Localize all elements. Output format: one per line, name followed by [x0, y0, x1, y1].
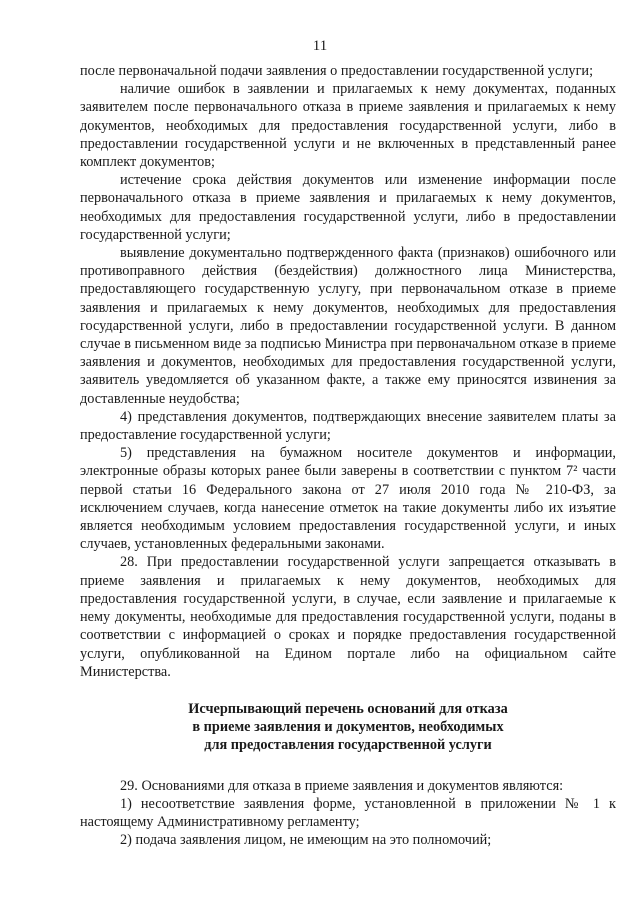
section-heading-line: для предоставления государственной услуги	[204, 737, 492, 754]
paragraph: 29. Основаниями для отказа в приеме заявления и документов являются:	[120, 777, 564, 794]
section-heading-line: Исчерпывающий перечень оснований для отказа	[188, 700, 508, 717]
paragraph: выявление документально подтвержденного факта (признаков) ошибочного или противоправного действия (бездействия) должностного лица Министерства, предоставляющего государственную услугу, при первоначальном отказе в приеме заявления и прилагаемых к нему документов, необходимых для предоставления государственной услуги, либо в предоставлении государственной услуги. В данном случае в письменном виде за подписью Министра при первоначальном отказе в приеме заявления и документов, необходимых для предоставления государственной услуги, заявитель уведомляется об указанном факте, а также ему приносятся извинения за доставленные неудобства;	[80, 245, 616, 407]
paragraph: 2) подача заявления лицом, не имеющим на это полномочий;	[120, 832, 492, 849]
paragraph: после первоначальной подачи заявления о предоставлении государственной услуги;	[80, 63, 594, 79]
paragraph: наличие ошибок в заявлении и прилагаемых к нему документах, поданных заявителем после первоначального отказа в приеме заявления и прилагаемых к нему документов, необходимых для предоставления государственной услуги, либо в предоставлении государственной услуги и не включенных в представленный ранее комплект документов;	[80, 81, 616, 171]
paragraph: 28. При предоставлении государственной услуги запрещается отказывать в приеме заявления и прилагаемых к нему документов, необходимых для предоставления государственной услуги, в случае, если заявление и прилагаемые к нему документы, необходимые для предоставления государственной услуги, поданы в соответствии с информацией о сроках и порядке предоставления государственной услуги, опубликованной на Едином портале либо на официальном сайте Министерства.	[80, 554, 616, 680]
page-number: 11	[312, 38, 328, 54]
paragraph: 1) несоответствие заявления форме, установленной в приложении № 1 к настоящему Административному регламенту;	[80, 795, 616, 830]
section-heading	[80, 700, 616, 755]
paragraph: 4) представления документов, подтверждающих внесение заявителем платы за предоставление государственной услуги;	[80, 408, 616, 444]
paragraph: истечение срока действия документов или изменение информации после первоначального отказа в приеме заявления и прилагаемых к нему документов, необходимых для предоставления государственной услуги, либо в предоставлении государственной услуги;	[80, 172, 616, 243]
paragraph: 5) представления на бумажном носителе документов и информации, электронные образы которых ранее были заверены в соответствии с пунктом 7² части первой статьи 16 Федерального закона от 27 июля 2010 года № 210-ФЗ, за исключением случаев, когда нанесение отметок на такие документы либо их изъятие является необходимым условием предоставления государственной услуги, и иных случаев, установленных федеральными законами.	[80, 445, 616, 553]
document-body	[80, 62, 616, 849]
section-heading-line: в приеме заявления и документов, необходимых	[192, 719, 504, 736]
